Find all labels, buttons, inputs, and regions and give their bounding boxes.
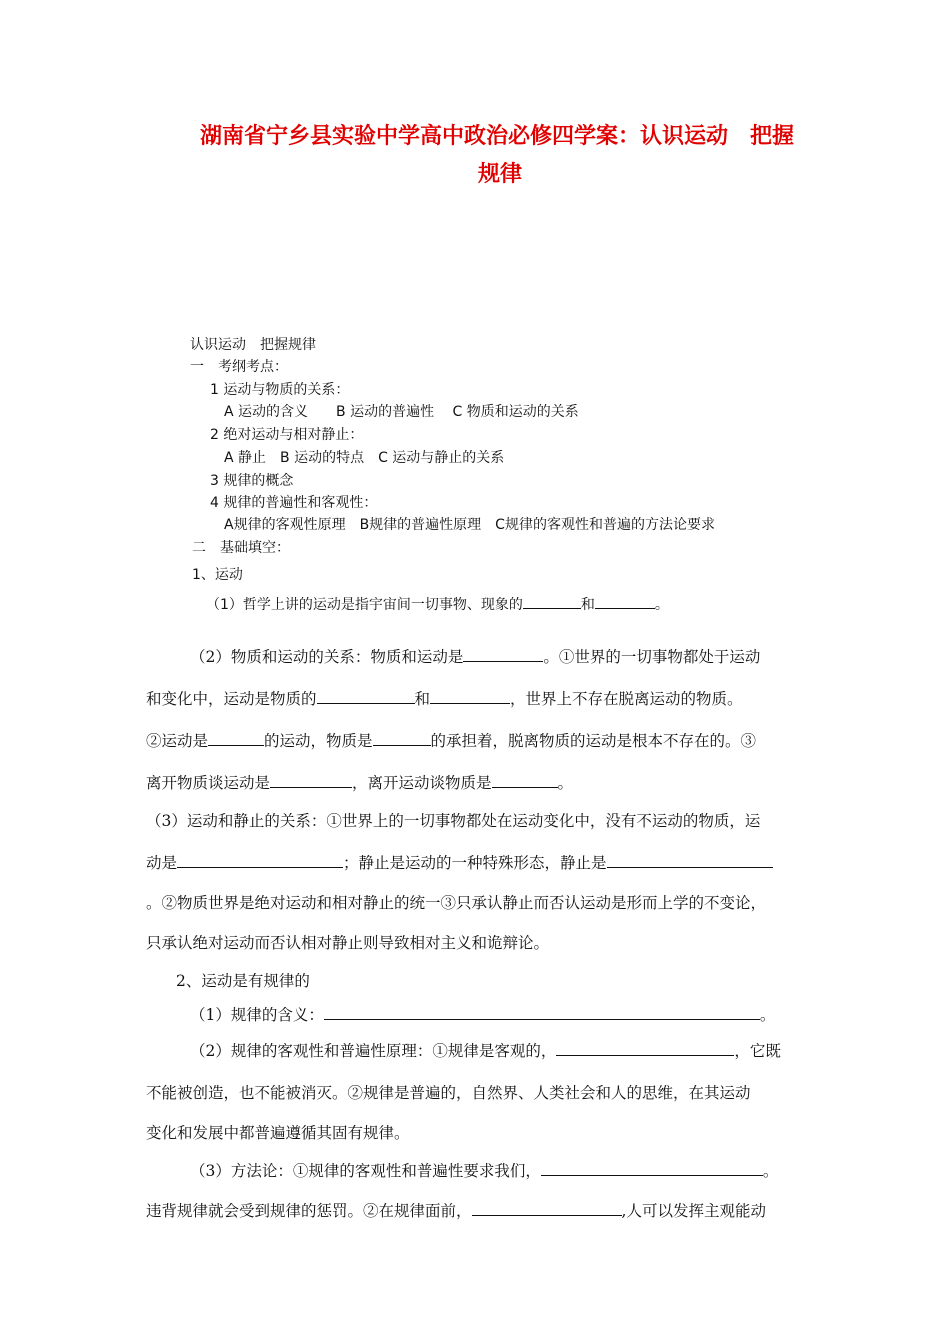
fill-blank[interactable] xyxy=(270,773,352,788)
section-1-heading: 一 考纲考点： xyxy=(190,359,288,375)
paragraph-line: 不能被创造，也不能被消灭。②规律是普遍的，自然界、人类社会和人的思维，在其运动 xyxy=(146,1084,751,1102)
fill-blank[interactable] xyxy=(317,689,415,704)
paragraph-line xyxy=(146,762,810,804)
paragraph-line xyxy=(190,1030,854,1072)
paragraph-line xyxy=(190,636,854,678)
subsection-1-heading: 1、运动 xyxy=(192,567,243,583)
outline-item-3: 3 规律的概念 xyxy=(210,473,294,489)
text-segment: 违背规律就会受到规律的惩罚。②在规律面前， xyxy=(146,1202,472,1220)
text-segment: 。 xyxy=(759,1006,776,1024)
fill-blank[interactable] xyxy=(595,594,655,609)
text-segment: （2）规律的客观性和普遍性原理：①规律是客观的， xyxy=(190,1042,557,1060)
fill-blank[interactable] xyxy=(541,1161,763,1176)
fill-blank[interactable] xyxy=(324,1005,760,1020)
question-1-line xyxy=(206,594,669,614)
paragraph-line: 。②物质世界是绝对运动和相对静止的统一③只承认静止而否认运动是形而上学的不变论， xyxy=(146,894,767,912)
text-segment: 的运动，物质是 xyxy=(264,732,373,750)
text-segment: 离开物质谈运动是 xyxy=(146,774,271,792)
text-segment: 。 xyxy=(762,1162,779,1180)
paragraph-line xyxy=(190,1150,854,1192)
paragraph-line: 变化和发展中都普遍遵循其固有规律。 xyxy=(146,1124,410,1142)
paragraph-line xyxy=(146,842,810,884)
paragraph-line xyxy=(146,720,810,762)
question-1-end: 。 xyxy=(654,597,669,613)
text-segment: 和变化中，运动是物质的 xyxy=(146,690,317,708)
fill-blank[interactable] xyxy=(607,853,773,868)
outline-item-4-sub: A规律的客观性原理 B规律的普遍性原理 C规律的客观性和普遍的方法论要求 xyxy=(224,517,715,533)
subsection-2-heading: 2、运动是有规律的 xyxy=(176,972,310,990)
fill-blank[interactable] xyxy=(430,689,510,704)
text-segment: ，它既 xyxy=(734,1042,781,1060)
fill-blank[interactable] xyxy=(463,647,543,662)
text-segment: ②运动是 xyxy=(146,732,209,750)
text-segment: ,人可以发挥主观能动 xyxy=(621,1202,766,1220)
text-segment: ；静止是运动的一种特殊形态，静止是 xyxy=(343,854,607,872)
outline-item-2: 2 绝对运动与相对静止： xyxy=(210,427,364,443)
text-segment: 和 xyxy=(414,690,431,708)
section-2-heading: 二 基础填空： xyxy=(192,540,290,556)
paragraph-line: （3）运动和静止的关系：①世界上的一切事物都处在运动变化中，没有不运动的物质，运 xyxy=(146,812,761,830)
outline-item-2-sub: A 静止 B 运动的特点 C 运动与静止的关系 xyxy=(224,450,505,466)
fill-blank[interactable] xyxy=(177,853,343,868)
text-segment: ，离开运动谈物质是 xyxy=(352,774,492,792)
fill-blank[interactable] xyxy=(556,1041,734,1056)
text-segment: （2）物质和运动的关系：物质和运动是 xyxy=(190,648,464,666)
question-1-connector: 和 xyxy=(580,597,595,613)
fill-blank[interactable] xyxy=(373,731,431,746)
document-title-line1: 湖南省宁乡县实验中学高中政治必修四学案：认识运动 把握 xyxy=(200,124,795,149)
paragraph-line: 只承认绝对运动而否认相对静止则导致相对主义和诡辩论。 xyxy=(146,934,550,952)
fill-blank[interactable] xyxy=(523,594,581,609)
outline-item-1: 1 运动与物质的关系： xyxy=(210,382,350,398)
text-segment: 。 xyxy=(557,774,574,792)
fill-blank[interactable] xyxy=(472,1201,622,1216)
paragraph-line xyxy=(146,678,810,720)
question-1-text: （1）哲学上讲的运动是指宇宙间一切事物、现象的 xyxy=(206,597,523,613)
text-segment: （1）规律的含义： xyxy=(190,1006,324,1024)
fill-blank[interactable] xyxy=(492,773,558,788)
text-segment: 的承担着，脱离物质的运动是根本不存在的。③ xyxy=(430,732,757,750)
text-segment: 。①世界的一切事物都处于运动 xyxy=(543,648,761,666)
text-segment: ，世界上不存在脱离运动的物质。 xyxy=(510,690,743,708)
text-segment: 动是 xyxy=(146,854,178,872)
outline-item-1-sub: A 运动的含义 B 运动的普遍性 C 物质和运动的关系 xyxy=(224,404,579,420)
outline-heading: 认识运动 把握规律 xyxy=(190,337,316,353)
document-title-line2: 规律 xyxy=(477,162,522,187)
outline-item-4: 4 规律的普遍性和客观性： xyxy=(210,495,378,511)
paragraph-line xyxy=(146,1190,810,1232)
fill-blank[interactable] xyxy=(208,731,264,746)
text-segment: （3）方法论：①规律的客观性和普遍性要求我们， xyxy=(190,1162,541,1180)
